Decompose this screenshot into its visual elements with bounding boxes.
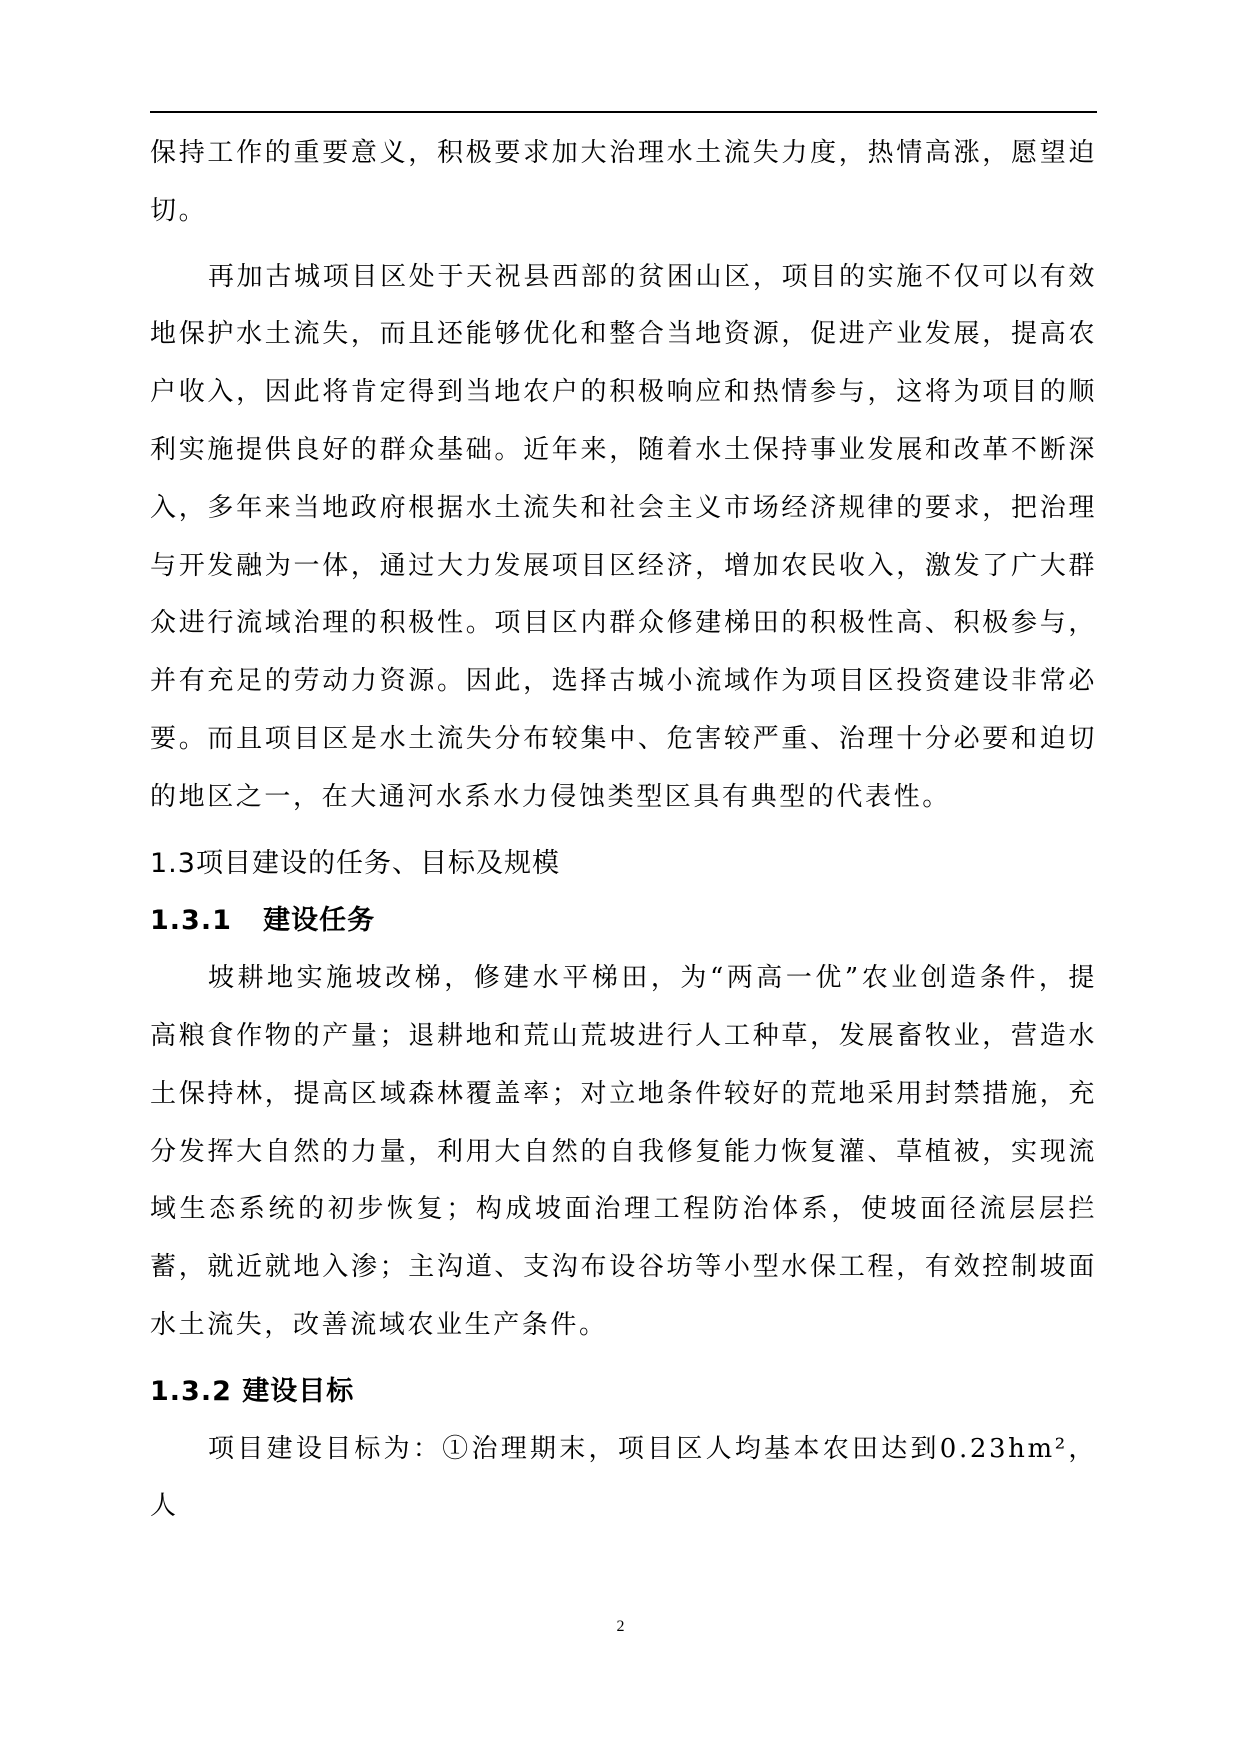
paragraph-construction-tasks: 坡耕地实施坡改梯，修建水平梯田，为“两高一优”农业创造条件，提高粮食作物的产量；退耕地和荒山荒坡进行人工种草，发展畜牧业，营造水土保持林，提高区域森林覆盖率；对立地条件较好的荒地采用封禁措施，充分发挥大自然的力量，利用大自然的自我修复能力恢复灌、草植被，实现流域生态系统的初步恢复；构成坡面治理工程防治体系，使坡面径流层层拦蓄，就近就地入渗；主沟道、支沟布设谷坊等小型水保工程，有效控制坡面水土流失，改善流域农业生产条件。 <box>150 963 1097 1340</box>
paragraph-gap <box>150 827 1097 835</box>
section-heading-1-3-2: 1.3.2 建设目标 <box>150 1375 355 1407</box>
header-rule <box>150 111 1097 113</box>
paragraph-gap <box>150 1355 1097 1363</box>
section-heading-1-3-1: 1.3.1 建设任务 <box>150 905 376 937</box>
paragraph-project-background: 再加古城项目区处于天祝县西部的贫困山区，项目的实施不仅可以有效地保护水土流失，而且还能够优化和整合当地资源，促进产业发展，提高农户收入，因此将肯定得到当地农户的积极响应和热情参与，这将为项目的顺利实施提供良好的群众基础。近年来，随着水土保持事业发展和改革不断深入，多年来当地政府根据水土流失和社会主义市场经济规律的要求，把治理与开发融为一体，通过大力发展项目区经济，增加农民收入，激发了广大群众进行流域治理的积极性。项目区内群众修建梯田的积极性高、积极参与，并有充足的劳动力资源。因此，选择古城小流域作为项目区投资建设非常必要。而且项目区是水土流失分布较集中、危害较严重、治理十分必要和迫切的地区之一，在大通河水系水力侵蚀类型区具有典型的代表性。 <box>150 261 1097 812</box>
paragraph-construction-goals: 项目建设目标为：①治理期末，项目区人均基本农田达到0.23hm²，人 <box>150 1433 1097 1522</box>
page-number: 2 <box>616 1618 625 1635</box>
section-heading-1-3: 1.3项目建设的任务、目标及规模 <box>150 847 560 879</box>
page-content <box>150 125 1097 1536</box>
paragraph-gap <box>150 241 1097 249</box>
paragraph-continued: 保持工作的重要意义，积极要求加大治理水土流失力度，热情高涨，愿望迫切。 <box>150 138 1097 226</box>
